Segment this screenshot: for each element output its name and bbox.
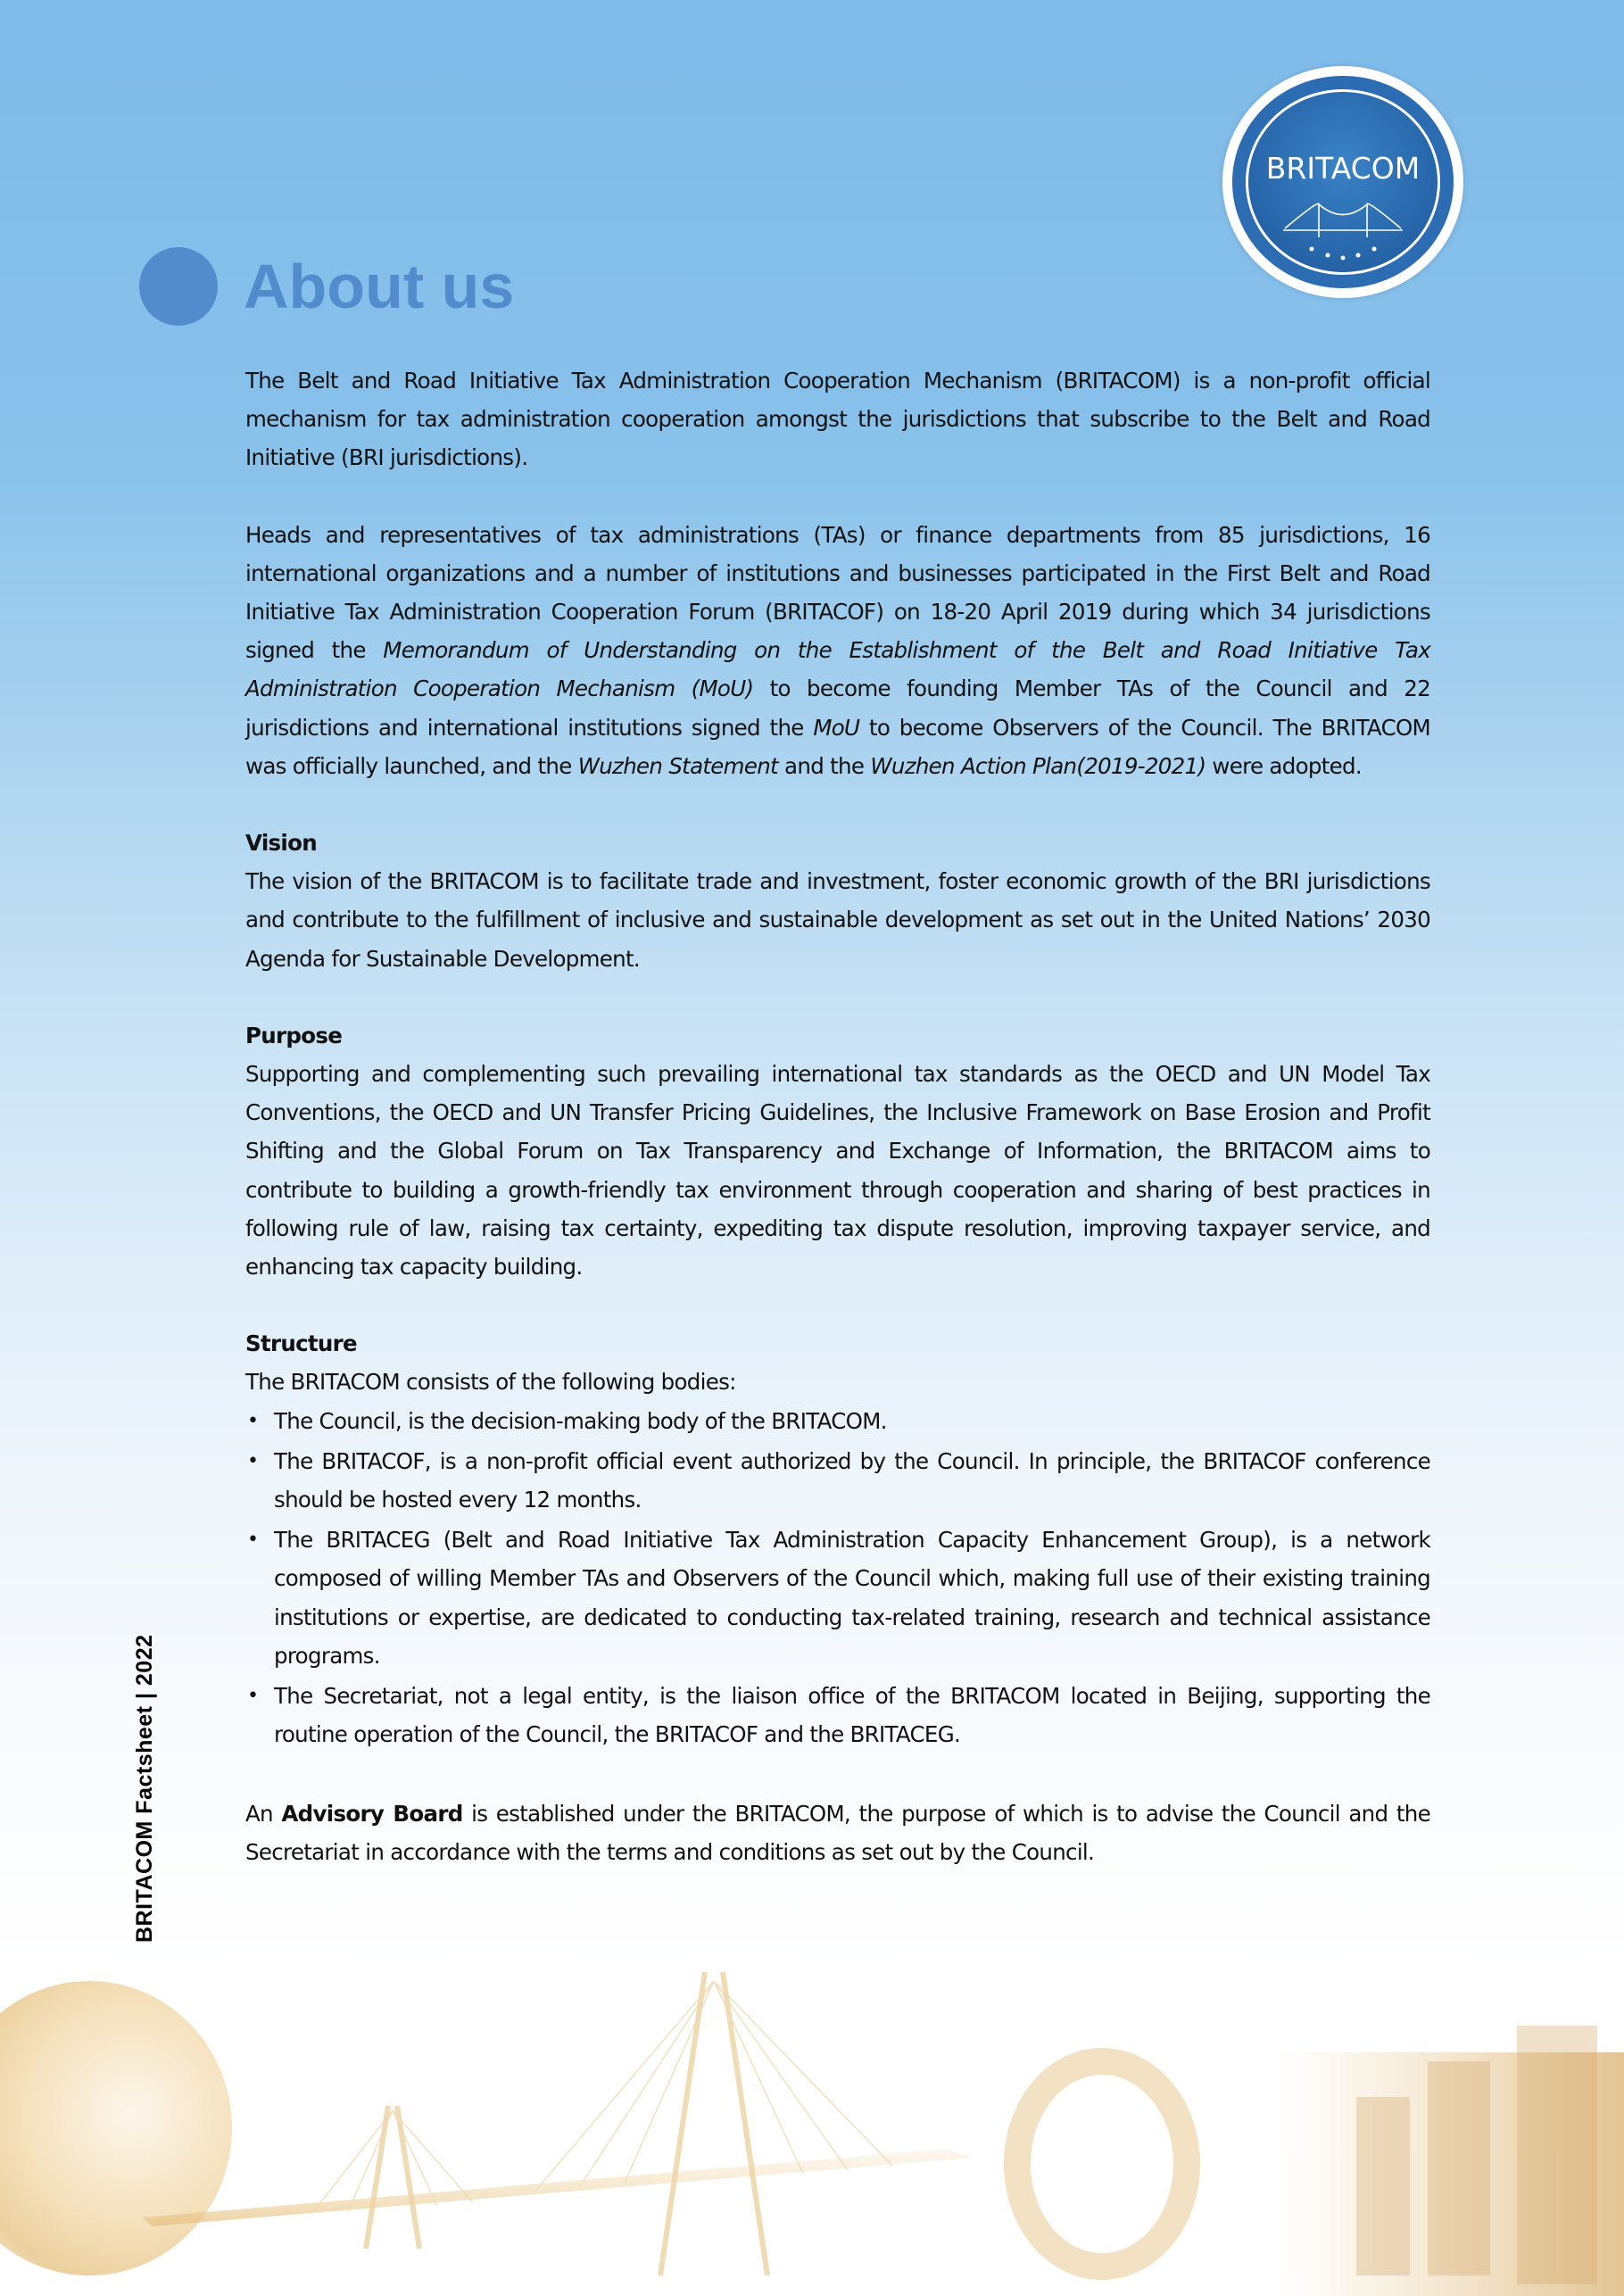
page-title: About us xyxy=(244,252,515,321)
heading-bullet-icon xyxy=(139,247,218,326)
structure-list xyxy=(245,1402,1430,1754)
logo-wordmark: BRITACOM xyxy=(1265,151,1421,186)
advisory-paragraph xyxy=(245,1795,1430,1871)
list-item-text: The Council, is the decision-making body of the BRITACOM. xyxy=(274,1407,887,1434)
list-item-text: The Secretariat, not a legal entity, is the liaison office of the BRITACOM located in Beijing, supporting the routine operation of the Council, the BRITACOF and the BRITACEG. xyxy=(274,1683,1430,1748)
list-item-text: The BRITACOF, is a non-profit official event authorized by the Council. In principle, the BRITACOF conference should be hosted every 12 months. xyxy=(274,1447,1430,1513)
wuzhen-statement: Wuzhen Statement xyxy=(577,752,778,779)
structure-heading: Structure xyxy=(245,1330,357,1357)
advisory-board-term: Advisory Board xyxy=(281,1800,463,1827)
list-item xyxy=(245,1402,1430,1440)
intro-paragraph-2 xyxy=(245,516,1430,785)
list-item xyxy=(245,1521,1430,1675)
purpose-text: Supporting and complementing such prevailing international tax standards as the OECD and UN Model Tax Conventions, the OECD and UN Transfer Pricing Guidelines, the Inclusive Framework on Base Erosion and Profit Shifting and the Global Forum on Tax Transparency and Exchange of Information, the BRITACOM aims to contribute to building a growth-friendly tax environment through cooperation and sharing of best practices in following rule of law, raising tax certainty, expediting tax dispute resolution, improving taxpayer service, and enhancing tax capacity building. xyxy=(245,1061,1430,1281)
main-content xyxy=(245,361,1430,1871)
text-run: to become Observers of the Council. The BRITACOM was officially launched, and the xyxy=(245,714,1430,779)
text-run: Heads and representatives of tax administrations (TAs) or finance departments from 85 jurisdictions, 16 international organizations and a number of institutions and businesses participated in the First Belt and Road Initiative Tax Administration Cooperation Forum (BRITACOF) on 18-20 April 2019 during which 34 jurisdictions signed the xyxy=(245,521,1430,664)
bridge-illustration xyxy=(0,1919,1624,2296)
bullet-icon: • xyxy=(247,1449,259,1472)
intro-paragraph-1: The Belt and Road Initiative Tax Administration Cooperation Mechanism (BRITACOM) is a non-profit official mechanism for tax administration cooperation amongst the jurisdictions that subscribe to the Belt and Road Initiative (BRI jurisdictions). xyxy=(245,368,1430,471)
side-label-factsheet: BRITACOM Factsheet | 2022 xyxy=(132,1634,157,1943)
vision-text: The vision of the BRITACOM is to facilitate trade and investment, foster economic growth of the BRI jurisdictions and contribute to the fulfillment of inclusive and sustainable development as set out in the United Nations’ 2030 Agenda for Sustainable Development. xyxy=(245,868,1430,972)
vision-heading: Vision xyxy=(245,830,317,857)
structure-intro: The BRITACOM consists of the following bodies: xyxy=(245,1369,736,1396)
mou-title: Memorandum of Understanding on the Establishment of the Belt and Road Initiative Tax Administration Cooperation Mechanism (MoU) xyxy=(245,637,1430,702)
text-run: An xyxy=(245,1800,282,1827)
britacom-logo xyxy=(1222,66,1463,298)
list-item xyxy=(245,1677,1430,1753)
purpose-heading: Purpose xyxy=(245,1022,343,1049)
text-run: and the xyxy=(777,752,871,779)
bullet-icon: • xyxy=(247,1685,259,1708)
text-run: is established under the BRITACOM, the purpose of which is to advise the Council and the Secretariat in accordance with the terms and conditions as set out by the Council. xyxy=(245,1800,1430,1865)
text-run: were adopted. xyxy=(1206,752,1362,779)
list-item-text: The BRITACEG (Belt and Road Initiative Tax Administration Capacity Enhancement Group), is a network composed of willing Member TAs and Observers of the Council which, making full use of their existing training institutions or expertise, are dedicated to conducting tax-related training, research and technical assistance programs. xyxy=(274,1527,1430,1669)
list-item xyxy=(245,1442,1430,1519)
wuzhen-action-plan: Wuzhen Action Plan(2019-2021) xyxy=(870,752,1206,779)
bullet-icon: • xyxy=(247,1529,259,1552)
mou-abbrev: MoU xyxy=(813,714,860,741)
bullet-icon: • xyxy=(247,1409,259,1432)
text-run: to become founding Member TAs of the Council and 22 jurisdictions and international institutions signed the xyxy=(245,676,1430,741)
